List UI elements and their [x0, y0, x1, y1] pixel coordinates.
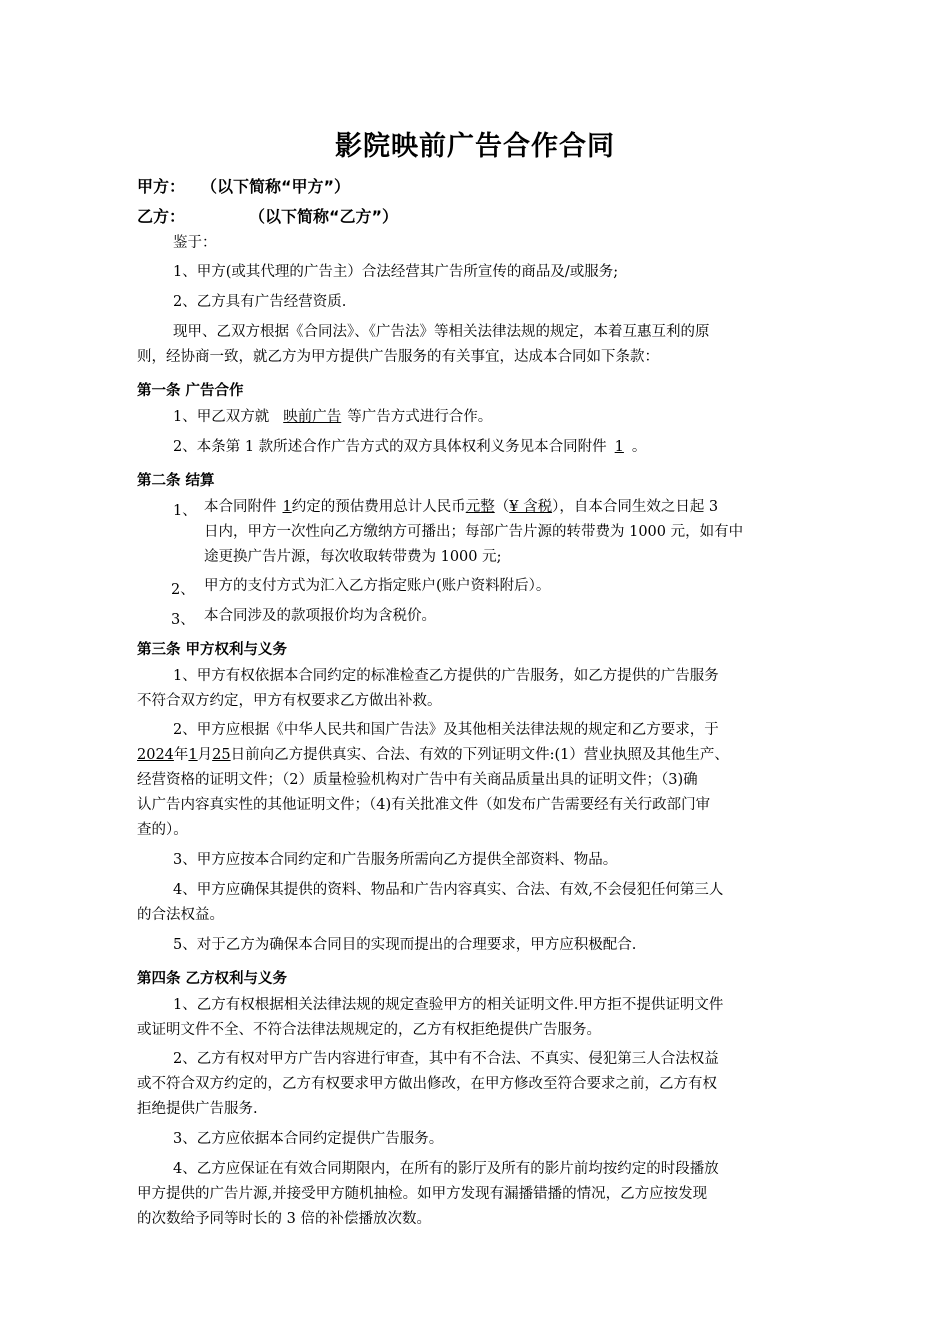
article-3-clause-4-line: 的合法权益。	[137, 907, 224, 923]
article-3-clause-1-line: 不符合双方约定，甲方有权要求乙方做出补救。	[137, 693, 442, 709]
article-2-heading: 第二条 结算	[137, 473, 215, 489]
ad-method-fill: 映前广告	[283, 409, 342, 425]
whereas-item-1: 1、甲方(或其代理的广告主）合法经营其广告所宣传的商品及/或服务;	[173, 264, 619, 280]
tax-amount-fill: ¥ 含税	[509, 499, 553, 515]
article-4-clause-2-line: 2、乙方有权对甲方广告内容进行审查，其中有不合法、不真实、侵犯第三人合法权益	[173, 1051, 719, 1067]
article-3-clause-2-line: 经营资格的证明文件；（2）质量检验机构对广告中有关商品质量出具的证明文件；（3)确	[137, 772, 698, 788]
article-4-clause-1-line: 1、乙方有权根据相关法律法规的规定查验甲方的相关证明文件.甲方拒不提供证明文件	[173, 997, 724, 1013]
article-4-heading: 第四条 乙方权利与义务	[137, 971, 288, 987]
clause-text: 约定的预估费用总计人民币	[291, 499, 466, 515]
article-2-clause-1-line: 途更换广告片源，每次收取转带费为 1000 元;	[204, 549, 502, 565]
list-number: 3、	[171, 612, 195, 628]
article-4-clause-4-line: 的次数给予同等时长的 3 倍的补偿播放次数。	[137, 1211, 431, 1227]
clause-text: 等广告方式进行合作。	[347, 409, 493, 425]
article-3-clause-2-line: 2、甲方应根据《中华人民共和国广告法》及其他相关法律法规的规定和乙方要求，于	[173, 722, 719, 738]
day-fill: 25	[212, 747, 231, 763]
article-2-clause-3: 本合同涉及的款项报价均为含税价。	[204, 608, 436, 624]
article-3-clause-5: 5、对于乙方为确保本合同目的实现而提出的合理要求，甲方应积极配合.	[173, 937, 637, 953]
attachment-number-fill: 1	[282, 499, 292, 515]
party-b-line	[137, 204, 399, 227]
clause-text: 月	[197, 747, 213, 763]
article-4-clause-1-line: 或证明文件不全、不符合法律法规规定的，乙方有权拒绝提供广告服务。	[137, 1022, 601, 1038]
attachment-number-fill: 1	[614, 439, 624, 455]
clause-text: 。	[631, 439, 647, 455]
article-4-clause-2-line: 拒绝提供广告服务.	[137, 1101, 258, 1117]
party-b-note: （以下简称“乙方”）	[249, 207, 399, 226]
article-3-clause-1-line: 1、甲方有权依据本合同约定的标准检查乙方提供的广告服务，如乙方提供的广告服务	[173, 668, 719, 684]
article-4-clause-4-line: 4、乙方应保证在有效合同期限内，在所有的影厅及所有的影片前均按约定的时段播放	[173, 1161, 719, 1177]
amount-fill: 元整	[465, 499, 495, 515]
party-b-label: 乙方：	[137, 207, 186, 226]
preamble-paragraph-line: 现甲、乙双方根据《合同法》、《广告法》等相关法律法规的规定，本着互惠互利的原	[173, 324, 710, 340]
article-3-clause-2-line: 查的）。	[137, 822, 188, 838]
clause-text: ），自本合同生效之日起 3	[552, 499, 719, 515]
article-2-clause-2: 甲方的支付方式为汇入乙方指定账户(账户资料附后）。	[204, 578, 551, 594]
article-2-clause-1	[204, 495, 718, 520]
article-2-clause-1-line: 日内，甲方一次性向乙方缴纳方可播出；每部广告片源的转带费为 1000 元，如有中	[204, 524, 744, 540]
article-1-clause-1	[173, 405, 492, 430]
clause-text: 本合同附件	[204, 499, 277, 515]
month-fill: 1	[188, 747, 198, 763]
article-3-heading: 第三条 甲方权利与义务	[137, 642, 288, 658]
clause-text: 日前向乙方提供真实、合法、有效的下列证明文件:(1）营业执照及其他生产、	[230, 747, 729, 763]
article-4-clause-3: 3、乙方应依据本合同约定提供广告服务。	[173, 1131, 444, 1147]
article-4-clause-4-line: 甲方提供的广告片源,并接受甲方随机抽检。如甲方发现有漏播错播的情况，乙方应按发现	[137, 1186, 708, 1202]
year-fill: 2024	[137, 747, 174, 763]
clause-text: 年	[173, 747, 189, 763]
article-3-clause-2-date-line	[137, 743, 729, 768]
preamble-paragraph-line: 则，经协商一致，就乙方为甲方提供广告服务的有关事宜，达成本合同如下条款：	[137, 349, 659, 365]
document-title: 影院映前广告合作合同	[335, 131, 615, 162]
party-a-label: 甲方：	[137, 177, 186, 196]
party-a-note: （以下简称“甲方”）	[201, 177, 351, 196]
article-3-clause-3: 3、甲方应按本合同约定和广告服务所需向乙方提供全部资料、物品。	[173, 852, 618, 868]
list-number: 1、	[173, 503, 197, 519]
clause-text: 2、本条第 1 款所述合作广告方式的双方具体权利义务见本合同附件	[173, 439, 607, 455]
party-a-line	[137, 174, 351, 197]
article-1-heading: 第一条 广告合作	[137, 383, 244, 399]
article-3-clause-4-line: 4、甲方应确保其提供的资料、物品和广告内容真实、合法、有效,不会侵犯任何第三人	[173, 882, 724, 898]
list-number: 2、	[171, 582, 195, 598]
whereas-item-2: 2、乙方具有广告经营资质.	[173, 294, 347, 310]
whereas-label: 鉴于：	[173, 235, 217, 251]
article-3-clause-2-line: 认广告内容真实性的其他证明文件；（4)有关批准文件（如发布广告需要经有关行政部门审	[137, 797, 711, 813]
clause-text: 1、甲乙双方就	[173, 409, 270, 425]
article-4-clause-2-line: 或不符合双方约定的，乙方有权要求甲方做出修改，在甲方修改至符合要求之前，乙方有权	[137, 1076, 717, 1092]
clause-text: （	[494, 499, 510, 515]
article-1-clause-2	[173, 435, 646, 460]
